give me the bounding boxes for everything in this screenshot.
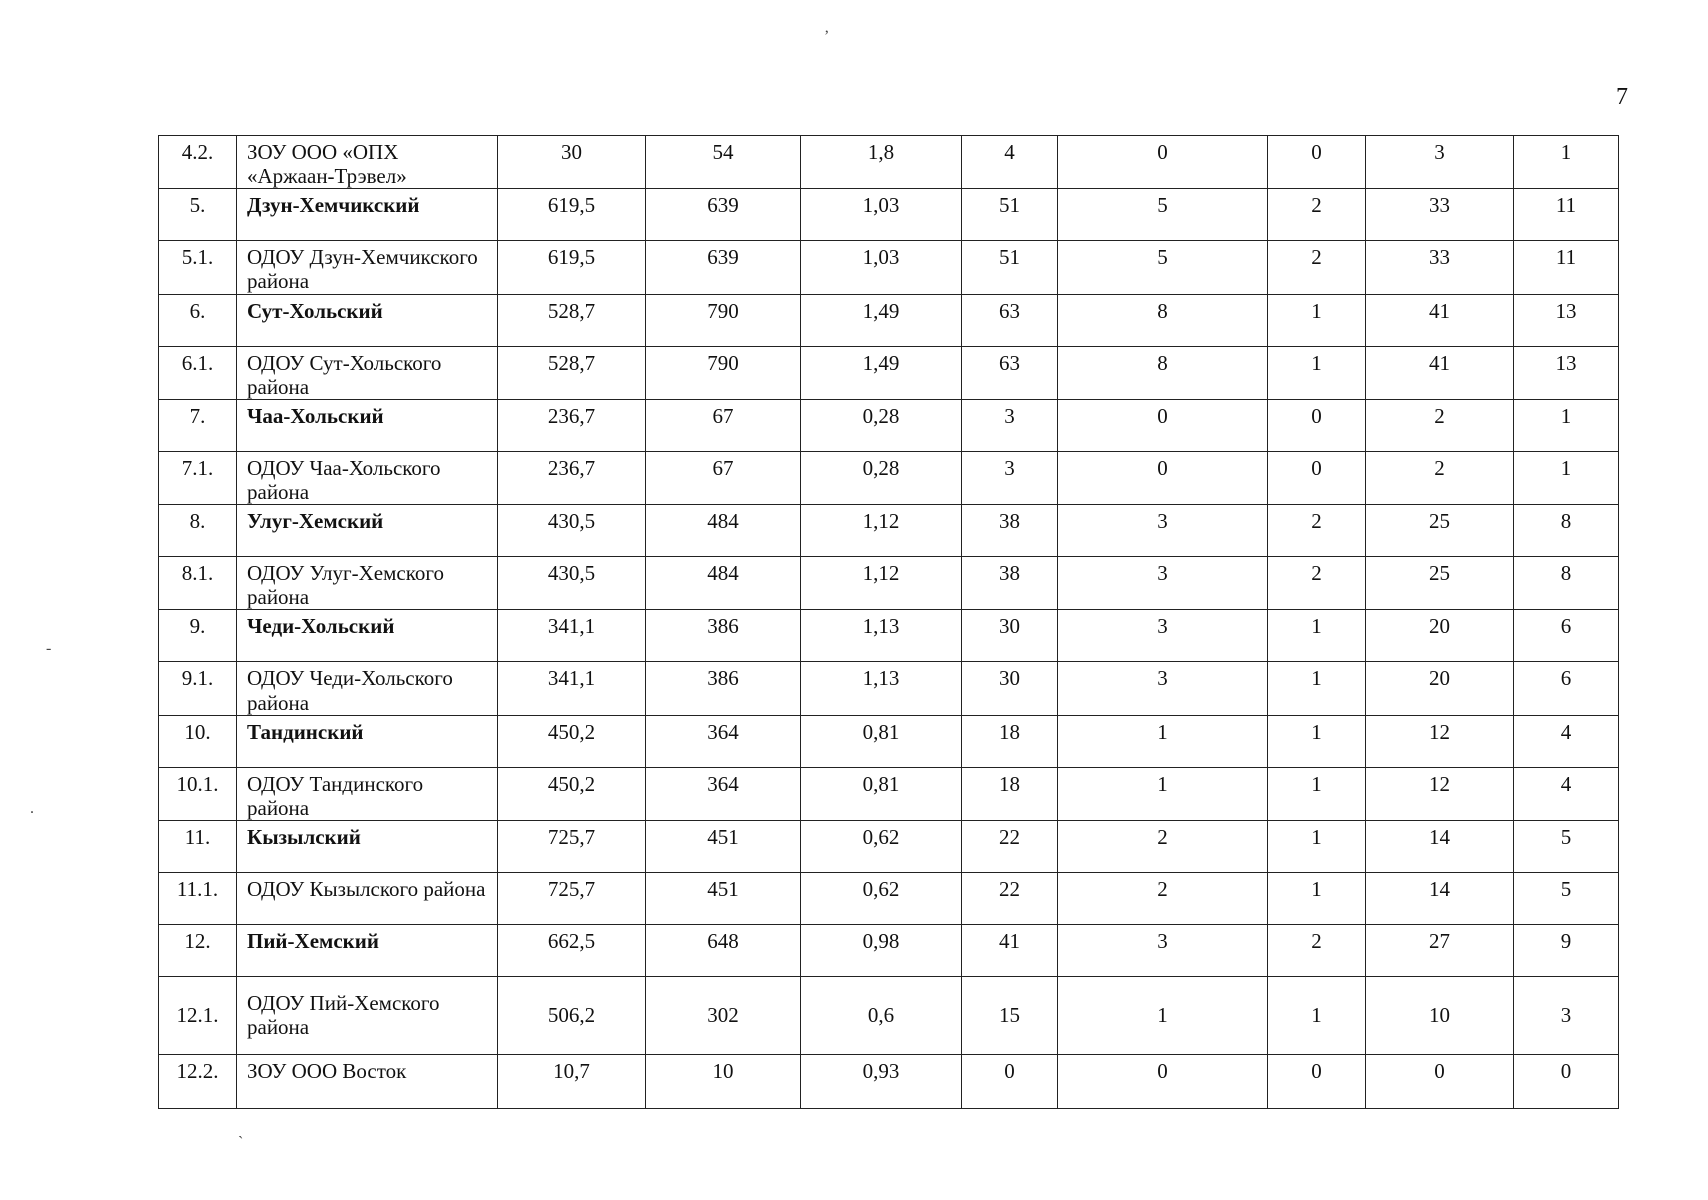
value-cell-c1: 236,7 xyxy=(498,399,646,451)
value-cell-c4: 38 xyxy=(962,557,1058,610)
row-index-cell: 5.1. xyxy=(159,241,237,294)
value-cell-c7: 14 xyxy=(1366,872,1514,924)
row-name-cell: ОДОУ Пий-Хемского района xyxy=(237,976,498,1054)
value-cell-c5: 8 xyxy=(1058,294,1268,346)
value-cell-c3: 0,28 xyxy=(801,399,962,451)
table-row xyxy=(159,820,1619,872)
table-row xyxy=(159,976,1619,1054)
value-cell-c2: 451 xyxy=(646,872,801,924)
value-cell-c6: 2 xyxy=(1268,189,1366,241)
value-cell-c7: 33 xyxy=(1366,241,1514,294)
value-cell-c5: 2 xyxy=(1058,820,1268,872)
value-cell-c6: 1 xyxy=(1268,610,1366,662)
value-cell-c4: 41 xyxy=(962,924,1058,976)
value-cell-c3: 1,49 xyxy=(801,294,962,346)
row-name-cell: ОДОУ Сут-Хольского района xyxy=(237,346,498,399)
value-cell-c6: 1 xyxy=(1268,767,1366,820)
row-name-cell: ЗОУ ООО «ОПХ «Аржаан-Трэвел» xyxy=(237,136,498,189)
value-cell-c4: 22 xyxy=(962,872,1058,924)
value-cell-c5: 5 xyxy=(1058,241,1268,294)
value-cell-c3: 1,03 xyxy=(801,241,962,294)
table-row xyxy=(159,924,1619,976)
row-index-cell: 12.1. xyxy=(159,976,237,1054)
row-index-cell: 7. xyxy=(159,399,237,451)
table-row xyxy=(159,872,1619,924)
value-cell-c8: 11 xyxy=(1514,241,1619,294)
value-cell-c2: 386 xyxy=(646,610,801,662)
value-cell-c2: 54 xyxy=(646,136,801,189)
value-cell-c6: 1 xyxy=(1268,294,1366,346)
value-cell-c5: 1 xyxy=(1058,976,1268,1054)
value-cell-c4: 51 xyxy=(962,241,1058,294)
row-name-cell: Пий-Хемский xyxy=(237,924,498,976)
value-cell-c3: 1,13 xyxy=(801,610,962,662)
table-row xyxy=(159,451,1619,504)
value-cell-c3: 1,8 xyxy=(801,136,962,189)
value-cell-c1: 341,1 xyxy=(498,662,646,715)
value-cell-c2: 648 xyxy=(646,924,801,976)
value-cell-c5: 2 xyxy=(1058,872,1268,924)
table-row xyxy=(159,610,1619,662)
value-cell-c3: 0,93 xyxy=(801,1054,962,1108)
value-cell-c2: 364 xyxy=(646,767,801,820)
table-body xyxy=(159,136,1619,1109)
value-cell-c7: 20 xyxy=(1366,610,1514,662)
table-row xyxy=(159,241,1619,294)
value-cell-c4: 63 xyxy=(962,346,1058,399)
value-cell-c8: 1 xyxy=(1514,136,1619,189)
value-cell-c2: 484 xyxy=(646,505,801,557)
value-cell-c1: 528,7 xyxy=(498,294,646,346)
table-row xyxy=(159,557,1619,610)
row-index-cell: 8.1. xyxy=(159,557,237,610)
value-cell-c3: 0,81 xyxy=(801,767,962,820)
value-cell-c3: 0,81 xyxy=(801,715,962,767)
table-row xyxy=(159,189,1619,241)
value-cell-c7: 25 xyxy=(1366,505,1514,557)
row-name-cell: ОДОУ Улуг-Хемского района xyxy=(237,557,498,610)
table-row xyxy=(159,346,1619,399)
value-cell-c4: 3 xyxy=(962,399,1058,451)
value-cell-c3: 0,98 xyxy=(801,924,962,976)
value-cell-c4: 30 xyxy=(962,610,1058,662)
value-cell-c5: 0 xyxy=(1058,136,1268,189)
value-cell-c1: 450,2 xyxy=(498,715,646,767)
scan-speck: - xyxy=(46,640,52,657)
value-cell-c8: 8 xyxy=(1514,505,1619,557)
value-cell-c8: 6 xyxy=(1514,610,1619,662)
value-cell-c7: 10 xyxy=(1366,976,1514,1054)
value-cell-c8: 0 xyxy=(1514,1054,1619,1108)
table-row xyxy=(159,294,1619,346)
scan-speck: ʼ xyxy=(824,28,830,45)
value-cell-c5: 1 xyxy=(1058,715,1268,767)
row-name-cell: ЗОУ ООО Восток xyxy=(237,1054,498,1108)
value-cell-c3: 1,03 xyxy=(801,189,962,241)
value-cell-c1: 506,2 xyxy=(498,976,646,1054)
value-cell-c5: 5 xyxy=(1058,189,1268,241)
value-cell-c2: 67 xyxy=(646,451,801,504)
value-cell-c2: 302 xyxy=(646,976,801,1054)
value-cell-c8: 8 xyxy=(1514,557,1619,610)
value-cell-c4: 4 xyxy=(962,136,1058,189)
value-cell-c8: 5 xyxy=(1514,872,1619,924)
row-name-cell: ОДОУ Тандинского района xyxy=(237,767,498,820)
value-cell-c6: 2 xyxy=(1268,557,1366,610)
value-cell-c6: 1 xyxy=(1268,872,1366,924)
value-cell-c4: 15 xyxy=(962,976,1058,1054)
row-name-cell: ОДОУ Чеди-Хольского района xyxy=(237,662,498,715)
row-index-cell: 11. xyxy=(159,820,237,872)
value-cell-c6: 1 xyxy=(1268,820,1366,872)
value-cell-c6: 1 xyxy=(1268,346,1366,399)
row-name-cell: Дзун-Хемчикский xyxy=(237,189,498,241)
value-cell-c3: 1,12 xyxy=(801,505,962,557)
row-index-cell: 10.1. xyxy=(159,767,237,820)
value-cell-c7: 0 xyxy=(1366,1054,1514,1108)
value-cell-c5: 0 xyxy=(1058,399,1268,451)
row-name-cell: ОДОУ Кызылского района xyxy=(237,872,498,924)
value-cell-c7: 33 xyxy=(1366,189,1514,241)
row-index-cell: 6.1. xyxy=(159,346,237,399)
value-cell-c3: 0,62 xyxy=(801,872,962,924)
value-cell-c8: 4 xyxy=(1514,715,1619,767)
row-index-cell: 7.1. xyxy=(159,451,237,504)
value-cell-c7: 2 xyxy=(1366,451,1514,504)
value-cell-c4: 30 xyxy=(962,662,1058,715)
value-cell-c1: 430,5 xyxy=(498,505,646,557)
value-cell-c6: 0 xyxy=(1268,1054,1366,1108)
row-name-cell: Сут-Хольский xyxy=(237,294,498,346)
value-cell-c7: 12 xyxy=(1366,767,1514,820)
row-index-cell: 8. xyxy=(159,505,237,557)
value-cell-c7: 2 xyxy=(1366,399,1514,451)
value-cell-c4: 63 xyxy=(962,294,1058,346)
row-name-cell: Тандинский xyxy=(237,715,498,767)
value-cell-c8: 1 xyxy=(1514,399,1619,451)
value-cell-c4: 22 xyxy=(962,820,1058,872)
value-cell-c8: 3 xyxy=(1514,976,1619,1054)
table-row xyxy=(159,1054,1619,1108)
value-cell-c2: 639 xyxy=(646,189,801,241)
value-cell-c6: 2 xyxy=(1268,924,1366,976)
table-row xyxy=(159,136,1619,189)
value-cell-c2: 639 xyxy=(646,241,801,294)
row-index-cell: 10. xyxy=(159,715,237,767)
row-index-cell: 12.2. xyxy=(159,1054,237,1108)
value-cell-c3: 0,6 xyxy=(801,976,962,1054)
page-number: 7 xyxy=(1616,84,1628,110)
row-name-cell: Кызылский xyxy=(237,820,498,872)
value-cell-c3: 1,49 xyxy=(801,346,962,399)
value-cell-c5: 3 xyxy=(1058,557,1268,610)
value-cell-c6: 2 xyxy=(1268,241,1366,294)
row-name-cell: ОДОУ Дзун-Хемчикского района xyxy=(237,241,498,294)
value-cell-c7: 3 xyxy=(1366,136,1514,189)
value-cell-c8: 4 xyxy=(1514,767,1619,820)
row-index-cell: 9.1. xyxy=(159,662,237,715)
table-row xyxy=(159,767,1619,820)
table-row xyxy=(159,715,1619,767)
value-cell-c5: 3 xyxy=(1058,505,1268,557)
value-cell-c4: 38 xyxy=(962,505,1058,557)
value-cell-c8: 6 xyxy=(1514,662,1619,715)
row-index-cell: 12. xyxy=(159,924,237,976)
value-cell-c6: 0 xyxy=(1268,451,1366,504)
row-index-cell: 11.1. xyxy=(159,872,237,924)
value-cell-c3: 0,62 xyxy=(801,820,962,872)
value-cell-c1: 725,7 xyxy=(498,820,646,872)
value-cell-c2: 364 xyxy=(646,715,801,767)
row-name-cell: ОДОУ Чаа-Хольского района xyxy=(237,451,498,504)
value-cell-c5: 3 xyxy=(1058,662,1268,715)
value-cell-c1: 619,5 xyxy=(498,241,646,294)
value-cell-c6: 0 xyxy=(1268,399,1366,451)
value-cell-c6: 1 xyxy=(1268,662,1366,715)
value-cell-c1: 450,2 xyxy=(498,767,646,820)
value-cell-c8: 1 xyxy=(1514,451,1619,504)
value-cell-c4: 0 xyxy=(962,1054,1058,1108)
value-cell-c1: 619,5 xyxy=(498,189,646,241)
value-cell-c1: 430,5 xyxy=(498,557,646,610)
value-cell-c6: 1 xyxy=(1268,715,1366,767)
value-cell-c7: 14 xyxy=(1366,820,1514,872)
value-cell-c5: 3 xyxy=(1058,924,1268,976)
row-name-cell: Улуг-Хемский xyxy=(237,505,498,557)
value-cell-c6: 1 xyxy=(1268,976,1366,1054)
value-cell-c8: 13 xyxy=(1514,294,1619,346)
value-cell-c2: 386 xyxy=(646,662,801,715)
value-cell-c5: 0 xyxy=(1058,1054,1268,1108)
scan-speck: ` xyxy=(238,1134,244,1151)
table-row xyxy=(159,662,1619,715)
value-cell-c2: 67 xyxy=(646,399,801,451)
value-cell-c4: 18 xyxy=(962,767,1058,820)
value-cell-c1: 341,1 xyxy=(498,610,646,662)
value-cell-c2: 790 xyxy=(646,346,801,399)
value-cell-c5: 3 xyxy=(1058,610,1268,662)
statistics-table xyxy=(158,135,1619,1109)
value-cell-c4: 3 xyxy=(962,451,1058,504)
value-cell-c6: 2 xyxy=(1268,505,1366,557)
value-cell-c8: 9 xyxy=(1514,924,1619,976)
value-cell-c5: 8 xyxy=(1058,346,1268,399)
value-cell-c1: 662,5 xyxy=(498,924,646,976)
value-cell-c1: 528,7 xyxy=(498,346,646,399)
value-cell-c2: 10 xyxy=(646,1054,801,1108)
row-index-cell: 6. xyxy=(159,294,237,346)
value-cell-c4: 51 xyxy=(962,189,1058,241)
value-cell-c4: 18 xyxy=(962,715,1058,767)
value-cell-c5: 0 xyxy=(1058,451,1268,504)
value-cell-c2: 790 xyxy=(646,294,801,346)
value-cell-c6: 0 xyxy=(1268,136,1366,189)
row-name-cell: Чеди-Хольский xyxy=(237,610,498,662)
value-cell-c8: 11 xyxy=(1514,189,1619,241)
table-row xyxy=(159,505,1619,557)
value-cell-c2: 484 xyxy=(646,557,801,610)
value-cell-c7: 25 xyxy=(1366,557,1514,610)
value-cell-c7: 27 xyxy=(1366,924,1514,976)
row-name-cell: Чаа-Хольский xyxy=(237,399,498,451)
value-cell-c3: 1,13 xyxy=(801,662,962,715)
value-cell-c7: 20 xyxy=(1366,662,1514,715)
value-cell-c1: 236,7 xyxy=(498,451,646,504)
table-row xyxy=(159,399,1619,451)
value-cell-c2: 451 xyxy=(646,820,801,872)
value-cell-c7: 41 xyxy=(1366,346,1514,399)
value-cell-c7: 41 xyxy=(1366,294,1514,346)
value-cell-c1: 30 xyxy=(498,136,646,189)
row-index-cell: 4.2. xyxy=(159,136,237,189)
value-cell-c8: 5 xyxy=(1514,820,1619,872)
scan-speck: . xyxy=(30,800,34,817)
value-cell-c3: 0,28 xyxy=(801,451,962,504)
value-cell-c5: 1 xyxy=(1058,767,1268,820)
row-index-cell: 5. xyxy=(159,189,237,241)
row-index-cell: 9. xyxy=(159,610,237,662)
value-cell-c1: 10,7 xyxy=(498,1054,646,1108)
value-cell-c1: 725,7 xyxy=(498,872,646,924)
value-cell-c7: 12 xyxy=(1366,715,1514,767)
value-cell-c8: 13 xyxy=(1514,346,1619,399)
value-cell-c3: 1,12 xyxy=(801,557,962,610)
statistics-table-container xyxy=(158,135,1618,1109)
